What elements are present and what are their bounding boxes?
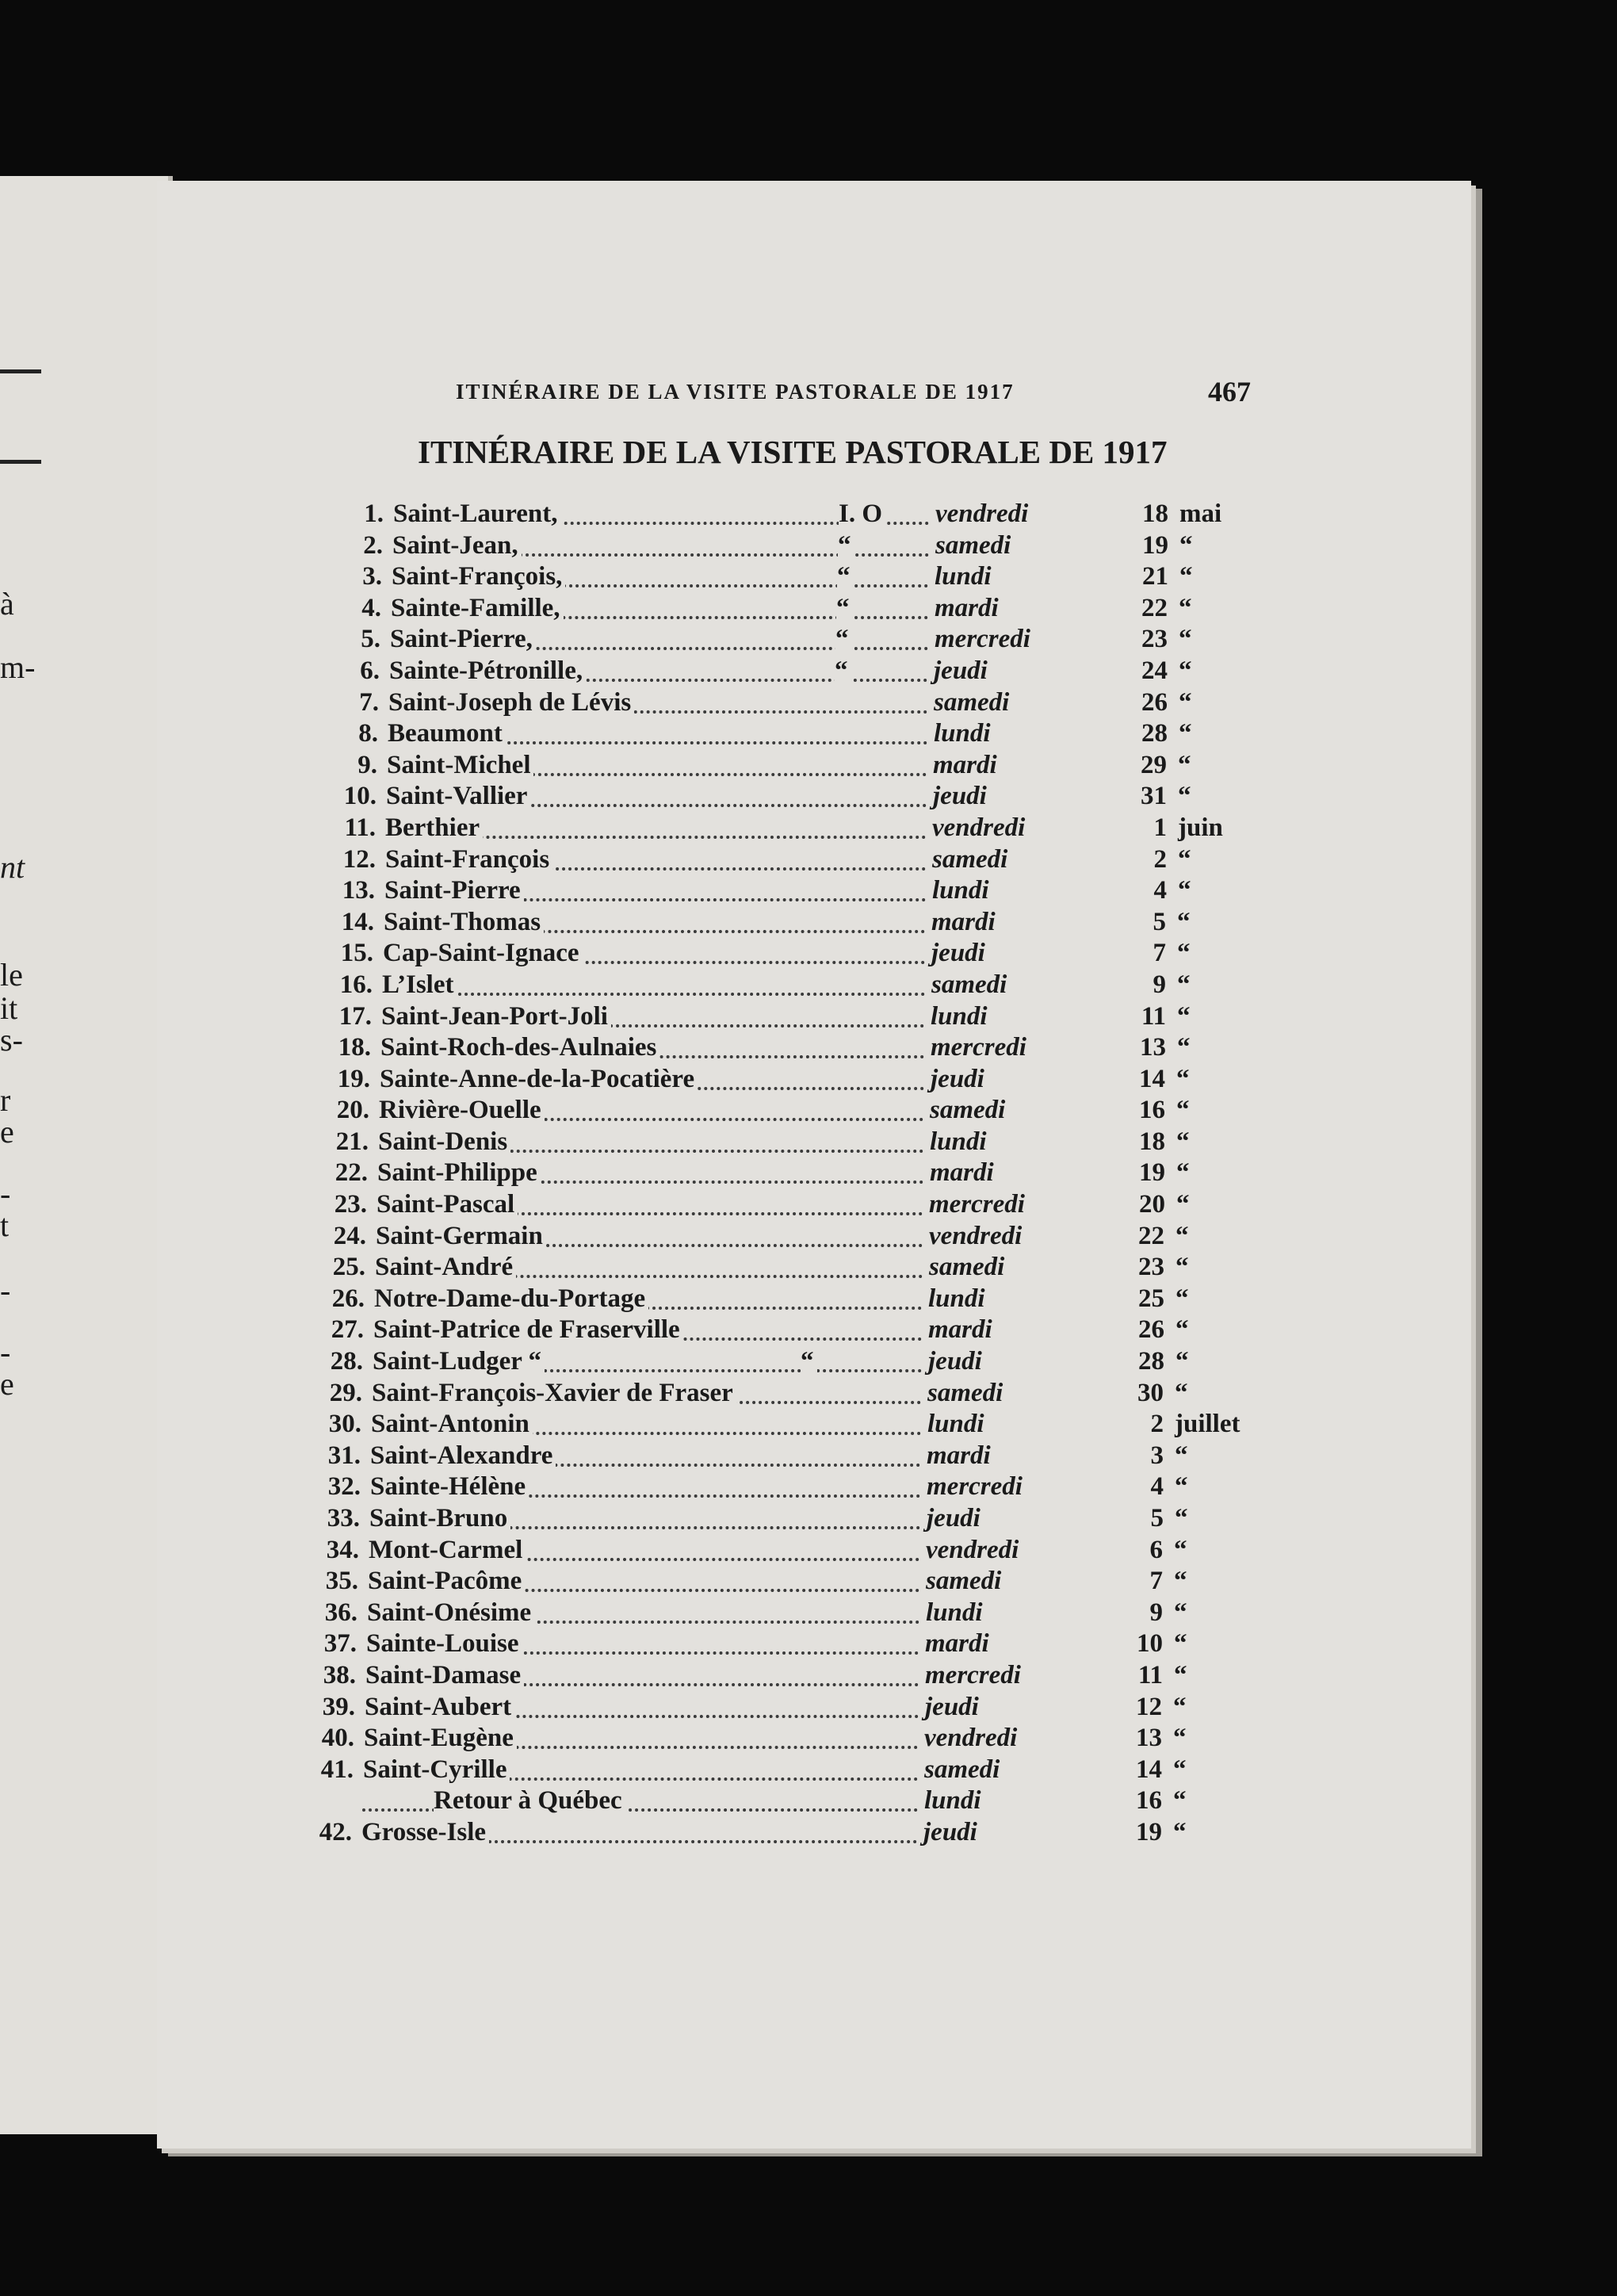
month: “ bbox=[1178, 876, 1191, 905]
text-fragment: t bbox=[0, 1207, 10, 1243]
month: “ bbox=[1176, 1127, 1190, 1156]
text-fragment: it bbox=[0, 990, 18, 1026]
parish-name: Saint-Vallier bbox=[386, 782, 530, 811]
month: “ bbox=[1179, 593, 1192, 622]
parish-name: Saint-François-Xavier de Fraser bbox=[372, 1379, 736, 1408]
text-fragment: - bbox=[0, 1176, 11, 1211]
row-number: 23. bbox=[334, 1190, 367, 1219]
day-of-month: 18 bbox=[1142, 499, 1168, 528]
weekday: samedi bbox=[932, 531, 1011, 561]
weekday: jeudi bbox=[923, 1504, 981, 1533]
itinerary-row bbox=[157, 1410, 1471, 1441]
month: “ bbox=[1177, 1033, 1191, 1062]
location-mark: “ bbox=[835, 656, 851, 686]
parish-name: Saint-Antonin bbox=[371, 1410, 533, 1439]
day-of-month: 4 bbox=[1153, 876, 1167, 905]
itinerary-row bbox=[157, 876, 1471, 908]
weekday: samedi bbox=[921, 1755, 1000, 1785]
weekday: jeudi bbox=[920, 1818, 977, 1847]
itinerary-row bbox=[157, 719, 1471, 751]
itinerary-list bbox=[157, 499, 1471, 1850]
parish-name: Saint-Pascal bbox=[377, 1190, 518, 1219]
weekday: vendredi bbox=[923, 1536, 1019, 1565]
parish-name: L’Islet bbox=[382, 970, 457, 1000]
month: “ bbox=[1177, 1001, 1191, 1031]
parish-name: Saint-François bbox=[385, 845, 552, 874]
itinerary-row bbox=[157, 1693, 1471, 1724]
weekday: lundi bbox=[921, 1786, 981, 1816]
row-number: 25. bbox=[332, 1253, 365, 1282]
month: “ bbox=[1179, 562, 1193, 591]
itinerary-row bbox=[157, 1127, 1471, 1159]
day-of-month: 3 bbox=[1150, 1441, 1164, 1470]
row-number: 19. bbox=[337, 1064, 370, 1093]
itinerary-row bbox=[157, 1786, 1471, 1818]
itinerary-row bbox=[157, 656, 1471, 688]
itinerary-row bbox=[157, 970, 1471, 1002]
location-mark: “ bbox=[801, 1347, 817, 1376]
itinerary-row bbox=[157, 1379, 1471, 1410]
day-of-month: 11 bbox=[1141, 1001, 1166, 1031]
parish-name: Saint-Jean-Port-Joli bbox=[381, 1002, 611, 1031]
weekday: lundi bbox=[925, 1284, 985, 1314]
text-fragment: m- bbox=[0, 649, 36, 685]
weekday: samedi bbox=[929, 845, 1007, 874]
weekday: mardi bbox=[922, 1629, 989, 1659]
parish-name: Saint-Laurent, bbox=[393, 499, 561, 529]
weekday: mercredi bbox=[922, 1661, 1021, 1690]
day-of-month: 1 bbox=[1153, 813, 1167, 842]
document-page bbox=[157, 181, 1471, 2149]
row-number: 26. bbox=[331, 1284, 365, 1313]
itinerary-row bbox=[157, 531, 1471, 563]
day-of-month: 20 bbox=[1139, 1190, 1165, 1219]
row-number: 41. bbox=[320, 1755, 354, 1784]
parish-name: Beaumont bbox=[388, 719, 506, 748]
weekday: mardi bbox=[923, 1441, 991, 1471]
row-number: 7. bbox=[359, 687, 379, 717]
itinerary-row bbox=[157, 1818, 1471, 1850]
row-number: 28. bbox=[330, 1347, 363, 1376]
month: “ bbox=[1173, 1724, 1187, 1753]
itinerary-row bbox=[157, 908, 1471, 939]
month: “ bbox=[1175, 1315, 1189, 1345]
row-number: 15. bbox=[340, 939, 373, 968]
weekday: mercredi bbox=[926, 1190, 1025, 1219]
weekday: samedi bbox=[923, 1567, 1001, 1596]
itinerary-row bbox=[157, 1222, 1471, 1253]
month: “ bbox=[1174, 1598, 1187, 1627]
itinerary-row bbox=[157, 1441, 1471, 1473]
row-number: 8. bbox=[358, 719, 378, 748]
row-number: 36. bbox=[324, 1598, 357, 1627]
day-of-month: 28 bbox=[1141, 719, 1168, 748]
text-fragment: le bbox=[0, 957, 23, 993]
itinerary-row bbox=[157, 1536, 1471, 1567]
row-number: 5. bbox=[361, 625, 380, 654]
month: “ bbox=[1177, 939, 1191, 968]
month: “ bbox=[1173, 1692, 1187, 1721]
parish-name: Saint-Philippe bbox=[377, 1158, 541, 1188]
row-number: 22. bbox=[334, 1158, 368, 1188]
itinerary-row bbox=[157, 1033, 1471, 1065]
day-of-month: 31 bbox=[1141, 782, 1167, 811]
itinerary-row bbox=[157, 1661, 1471, 1693]
parish-name: Sainte-Anne-de-la-Pocatière bbox=[380, 1065, 698, 1094]
weekday: mardi bbox=[931, 594, 999, 623]
itinerary-row bbox=[157, 1158, 1471, 1190]
weekday: samedi bbox=[927, 1096, 1005, 1125]
month: juin bbox=[1178, 813, 1223, 842]
row-number: 31. bbox=[327, 1441, 361, 1470]
weekday: mardi bbox=[930, 751, 997, 780]
itinerary-row bbox=[157, 1598, 1471, 1630]
weekday: lundi bbox=[927, 1002, 988, 1031]
itinerary-row bbox=[157, 1315, 1471, 1347]
month: “ bbox=[1177, 970, 1191, 999]
row-number: 9. bbox=[357, 750, 377, 779]
weekday: samedi bbox=[928, 970, 1007, 1000]
day-of-month: 21 bbox=[1142, 562, 1168, 591]
parish-name: Saint-Roch-des-Aulnaies bbox=[380, 1033, 659, 1062]
month: “ bbox=[1174, 1629, 1187, 1659]
weekday: jeudi bbox=[925, 1347, 982, 1376]
day-of-month: 30 bbox=[1137, 1378, 1164, 1407]
month: “ bbox=[1174, 1535, 1187, 1564]
month: “ bbox=[1179, 625, 1192, 654]
row-number: 37. bbox=[323, 1629, 357, 1659]
weekday: mercredi bbox=[923, 1472, 1023, 1502]
parish-name: Saint-François, bbox=[392, 562, 565, 591]
itinerary-row bbox=[157, 1472, 1471, 1504]
itinerary-row bbox=[157, 562, 1471, 594]
day-of-month: 12 bbox=[1136, 1692, 1162, 1721]
text-fragment: r bbox=[0, 1082, 11, 1118]
day-of-month: 11 bbox=[1137, 1660, 1163, 1689]
day-of-month: 2 bbox=[1150, 1410, 1164, 1439]
day-of-month: 22 bbox=[1141, 593, 1168, 622]
dot-leader bbox=[382, 993, 925, 996]
day-of-month: 26 bbox=[1138, 1315, 1164, 1345]
row-number: 30. bbox=[328, 1410, 361, 1439]
text-fragment: e bbox=[0, 1366, 14, 1402]
day-of-month: 5 bbox=[1153, 907, 1166, 936]
parish-name: Sainte-Pétronille, bbox=[389, 656, 586, 686]
day-of-month: 7 bbox=[1153, 939, 1166, 968]
parish-name: Sainte-Hélène bbox=[370, 1472, 529, 1502]
itinerary-row bbox=[157, 1347, 1471, 1379]
month: “ bbox=[1178, 782, 1191, 811]
month: “ bbox=[1176, 1190, 1190, 1219]
day-of-month: 10 bbox=[1137, 1629, 1163, 1659]
day-of-month: 16 bbox=[1139, 1096, 1165, 1125]
weekday: samedi bbox=[931, 688, 1009, 718]
weekday: lundi bbox=[924, 1410, 984, 1439]
month: “ bbox=[1175, 1253, 1189, 1282]
itinerary-row bbox=[157, 1504, 1471, 1536]
itinerary-row bbox=[157, 751, 1471, 783]
parish-name: Cap-Saint-Ignace bbox=[383, 939, 583, 968]
month: “ bbox=[1174, 1567, 1187, 1596]
month: “ bbox=[1175, 1378, 1188, 1407]
text-fragment: s- bbox=[0, 1022, 23, 1058]
parish-name: Mont-Carmel bbox=[369, 1536, 526, 1565]
weekday: samedi bbox=[924, 1379, 1003, 1408]
month: “ bbox=[1178, 844, 1191, 874]
itinerary-row bbox=[157, 499, 1471, 531]
weekday: jeudi bbox=[928, 939, 985, 968]
day-of-month: 22 bbox=[1138, 1221, 1164, 1250]
month: “ bbox=[1175, 1221, 1189, 1250]
day-of-month: 19 bbox=[1136, 1817, 1162, 1846]
weekday: lundi bbox=[931, 562, 992, 591]
parish-name: Saint-Alexandre bbox=[370, 1441, 556, 1471]
parish-name: Saint-Michel bbox=[387, 751, 533, 780]
day-of-month: 23 bbox=[1141, 625, 1168, 654]
day-of-month: 13 bbox=[1136, 1724, 1162, 1753]
itinerary-row bbox=[157, 1724, 1471, 1755]
month: “ bbox=[1175, 1347, 1189, 1376]
weekday: vendredi bbox=[926, 1222, 1022, 1251]
month: “ bbox=[1178, 750, 1191, 779]
page-rule bbox=[0, 369, 41, 373]
row-number: 2. bbox=[363, 530, 383, 560]
day-of-month: 2 bbox=[1153, 844, 1167, 874]
running-head: ITINÉRAIRE DE LA VISITE PASTORALE DE 1917 bbox=[456, 380, 1015, 404]
day-of-month: 19 bbox=[1139, 1158, 1165, 1188]
text-fragment: - bbox=[0, 1272, 11, 1308]
day-of-month: 9 bbox=[1149, 1598, 1163, 1627]
location-mark: “ bbox=[835, 625, 852, 654]
parish-name: Sainte-Louise bbox=[366, 1629, 522, 1659]
month: juillet bbox=[1175, 1410, 1240, 1439]
parish-name: Berthier bbox=[385, 813, 483, 843]
location-mark: “ bbox=[838, 531, 854, 561]
facing-page bbox=[0, 176, 173, 2134]
row-number: 1. bbox=[364, 499, 384, 528]
day-of-month: 28 bbox=[1138, 1347, 1164, 1376]
month: “ bbox=[1179, 687, 1192, 717]
month: “ bbox=[1179, 656, 1192, 685]
weekday: vendredi bbox=[932, 499, 1028, 529]
page-rule bbox=[0, 460, 41, 464]
parish-name: Saint-Joseph de Lévis bbox=[388, 688, 634, 718]
weekday: mercredi bbox=[931, 625, 1030, 654]
itinerary-row bbox=[157, 1065, 1471, 1096]
row-number: 32. bbox=[327, 1472, 361, 1502]
itinerary-row bbox=[157, 1002, 1471, 1034]
row-number: 27. bbox=[331, 1315, 364, 1345]
itinerary-row bbox=[157, 625, 1471, 656]
day-of-month: 29 bbox=[1141, 750, 1167, 779]
row-number: 38. bbox=[323, 1660, 356, 1689]
row-number: 4. bbox=[361, 593, 381, 622]
parish-name: Saint-Patrice de Fraserville bbox=[373, 1315, 683, 1345]
row-number: 29. bbox=[329, 1378, 362, 1407]
itinerary-row bbox=[157, 1096, 1471, 1127]
parish-name: Saint-Bruno bbox=[369, 1504, 510, 1533]
location-mark: I. O bbox=[839, 499, 885, 529]
weekday: jeudi bbox=[922, 1693, 979, 1722]
month: “ bbox=[1175, 1284, 1189, 1313]
row-number: 18. bbox=[338, 1033, 371, 1062]
weekday: lundi bbox=[931, 719, 991, 748]
row-number: 12. bbox=[342, 844, 376, 874]
month: “ bbox=[1175, 1504, 1188, 1533]
text-fragment: - bbox=[0, 1334, 11, 1370]
row-number: 42. bbox=[319, 1817, 352, 1846]
page-number: 467 bbox=[1208, 376, 1251, 408]
row-number: 3. bbox=[362, 562, 382, 591]
row-number: 14. bbox=[341, 907, 374, 936]
parish-name: Rivière-Ouelle bbox=[379, 1096, 545, 1125]
parish-name: Saint-Ludger “ bbox=[373, 1347, 545, 1376]
text-fragment: e bbox=[0, 1114, 14, 1150]
month: “ bbox=[1179, 530, 1193, 560]
weekday: mardi bbox=[925, 1315, 992, 1345]
parish-name: Retour à Québec bbox=[434, 1786, 625, 1816]
parish-name: Saint-Onésime bbox=[367, 1598, 534, 1628]
parish-name: Saint-Aubert bbox=[365, 1693, 514, 1722]
month: “ bbox=[1177, 907, 1191, 936]
month: “ bbox=[1175, 1472, 1188, 1502]
itinerary-row bbox=[157, 782, 1471, 813]
row-number: 20. bbox=[336, 1096, 369, 1125]
month: “ bbox=[1176, 1064, 1190, 1093]
day-of-month: 14 bbox=[1136, 1755, 1162, 1784]
weekday: mardi bbox=[928, 908, 996, 937]
parish-name: Saint-Germain bbox=[376, 1222, 546, 1251]
parish-name: Saint-Thomas bbox=[384, 908, 544, 937]
month: mai bbox=[1179, 499, 1222, 528]
day-of-month: 5 bbox=[1150, 1504, 1164, 1533]
month: “ bbox=[1173, 1817, 1187, 1846]
day-of-month: 16 bbox=[1136, 1786, 1162, 1816]
parish-name: Saint-Pierre bbox=[384, 876, 524, 905]
day-of-month: 18 bbox=[1139, 1127, 1165, 1156]
text-fragment: nt bbox=[0, 849, 25, 885]
row-number: 35. bbox=[325, 1567, 358, 1596]
month: “ bbox=[1175, 1441, 1188, 1470]
day-of-month: 7 bbox=[1149, 1567, 1163, 1596]
weekday: jeudi bbox=[931, 656, 988, 686]
row-number: 11. bbox=[344, 813, 376, 842]
itinerary-row bbox=[157, 845, 1471, 877]
itinerary-row bbox=[157, 1755, 1471, 1787]
day-of-month: 26 bbox=[1141, 687, 1168, 717]
parish-name: Saint-Pacôme bbox=[368, 1567, 525, 1596]
itinerary-row bbox=[157, 594, 1471, 626]
parish-name: Saint-André bbox=[375, 1253, 516, 1282]
parish-name: Saint-Eugène bbox=[364, 1724, 517, 1753]
row-number: 10. bbox=[343, 782, 377, 811]
weekday: vendredi bbox=[929, 813, 1025, 843]
parish-name: Saint-Jean, bbox=[392, 531, 522, 561]
day-of-month: 19 bbox=[1142, 530, 1168, 560]
location-mark: “ bbox=[836, 594, 853, 623]
day-of-month: 24 bbox=[1141, 656, 1168, 685]
day-of-month: 6 bbox=[1149, 1535, 1163, 1564]
month: “ bbox=[1173, 1786, 1187, 1816]
month: “ bbox=[1176, 1096, 1190, 1125]
parish-name: Notre-Dame-du-Portage bbox=[374, 1284, 648, 1314]
month: “ bbox=[1174, 1660, 1187, 1689]
row-number: 34. bbox=[326, 1535, 359, 1564]
day-of-month: 9 bbox=[1153, 970, 1166, 999]
row-number: 17. bbox=[338, 1001, 372, 1031]
weekday: jeudi bbox=[930, 782, 987, 811]
parish-name: Saint-Pierre, bbox=[390, 625, 536, 654]
weekday: lundi bbox=[923, 1598, 983, 1628]
parish-name: Grosse-Isle bbox=[361, 1818, 489, 1847]
month: “ bbox=[1173, 1755, 1187, 1784]
row-number: 16. bbox=[339, 970, 373, 999]
itinerary-row bbox=[157, 1190, 1471, 1222]
itinerary-row bbox=[157, 688, 1471, 720]
itinerary-row bbox=[157, 1567, 1471, 1598]
itinerary-row bbox=[157, 939, 1471, 970]
weekday: samedi bbox=[926, 1253, 1004, 1282]
itinerary-row bbox=[157, 1629, 1471, 1661]
parish-name: Saint-Denis bbox=[378, 1127, 510, 1157]
day-of-month: 14 bbox=[1139, 1064, 1165, 1093]
month: “ bbox=[1179, 719, 1192, 748]
weekday: lundi bbox=[927, 1127, 987, 1157]
month: “ bbox=[1176, 1158, 1190, 1188]
parish-name: Saint-Damase bbox=[365, 1661, 524, 1690]
day-of-month: 4 bbox=[1150, 1472, 1164, 1502]
location-mark: “ bbox=[837, 562, 854, 591]
row-number: 13. bbox=[342, 876, 375, 905]
row-number: 21. bbox=[335, 1127, 369, 1156]
weekday: mercredi bbox=[927, 1033, 1026, 1062]
itinerary-row bbox=[157, 1253, 1471, 1284]
day-of-month: 13 bbox=[1140, 1033, 1166, 1062]
page-title: ITINÉRAIRE DE LA VISITE PASTORALE DE 1917 bbox=[418, 434, 1168, 470]
weekday: jeudi bbox=[927, 1065, 984, 1094]
parish-name: Sainte-Famille, bbox=[391, 594, 564, 623]
row-number: 40. bbox=[321, 1724, 354, 1753]
day-of-month: 25 bbox=[1138, 1284, 1164, 1313]
row-number: 6. bbox=[360, 656, 380, 685]
weekday: mardi bbox=[927, 1158, 994, 1188]
weekday: vendredi bbox=[921, 1724, 1017, 1753]
row-number: 24. bbox=[333, 1221, 366, 1250]
itinerary-row bbox=[157, 1284, 1471, 1316]
itinerary-row bbox=[157, 813, 1471, 845]
parish-name: Saint-Cyrille bbox=[363, 1755, 510, 1785]
row-number: 33. bbox=[327, 1504, 360, 1533]
day-of-month: 23 bbox=[1138, 1253, 1164, 1282]
row-number: 39. bbox=[322, 1692, 355, 1721]
text-fragment: à bbox=[0, 586, 14, 622]
weekday: lundi bbox=[929, 876, 989, 905]
